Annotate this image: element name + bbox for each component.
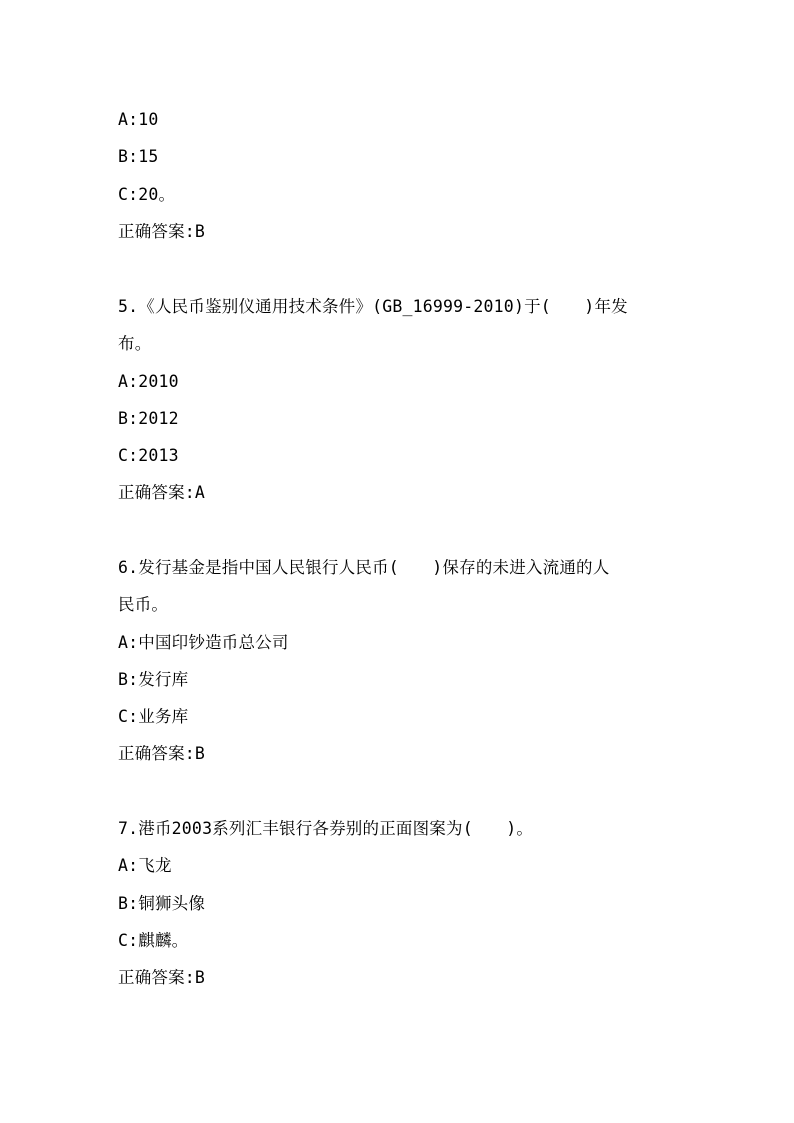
question-7-block xyxy=(118,810,688,996)
q4-option-c: C:20。 xyxy=(118,184,176,204)
q7-question-text: 7.港币2003系列汇丰银行各券别的正面图案为( )。 xyxy=(118,819,534,838)
q7-option-c: C:麒麟。 xyxy=(118,930,189,950)
q4-option-a: A:10 xyxy=(118,110,159,129)
q5-question-text: 5.《人民币鉴别仪通用技术条件》(GB_16999-2010)于( )年发 xyxy=(118,297,628,316)
q4-answer: 正确答案:B xyxy=(118,221,206,241)
q7-answer: 正确答案:B xyxy=(118,968,206,988)
q6-answer: 正确答案:B xyxy=(118,744,206,764)
q5-option-a: A:2010 xyxy=(118,371,179,391)
q6-option-c: C:业务库 xyxy=(118,707,189,727)
q5-option-c: C:2013 xyxy=(118,446,179,466)
q6-option-a: A:中国印钞造币总公司 xyxy=(118,632,289,652)
q4-option-b: B:15 xyxy=(118,147,159,167)
question-4-block xyxy=(118,101,688,250)
question-6-block xyxy=(118,549,688,773)
q7-option-a: A:飞龙 xyxy=(118,856,172,876)
q6-question-text-cont: 民币。 xyxy=(118,595,169,615)
q5-answer: 正确答案:A xyxy=(118,483,206,503)
q7-option-b: B:铜狮头像 xyxy=(118,893,206,913)
q6-option-b: B:发行库 xyxy=(118,669,189,689)
q5-option-b: B:2012 xyxy=(118,408,179,428)
q6-question-text: 6.发行基金是指中国人民银行人民币( )保存的未进入流通的人 xyxy=(118,558,610,577)
question-5-block xyxy=(118,288,688,512)
q5-question-text-cont: 布。 xyxy=(118,334,152,354)
